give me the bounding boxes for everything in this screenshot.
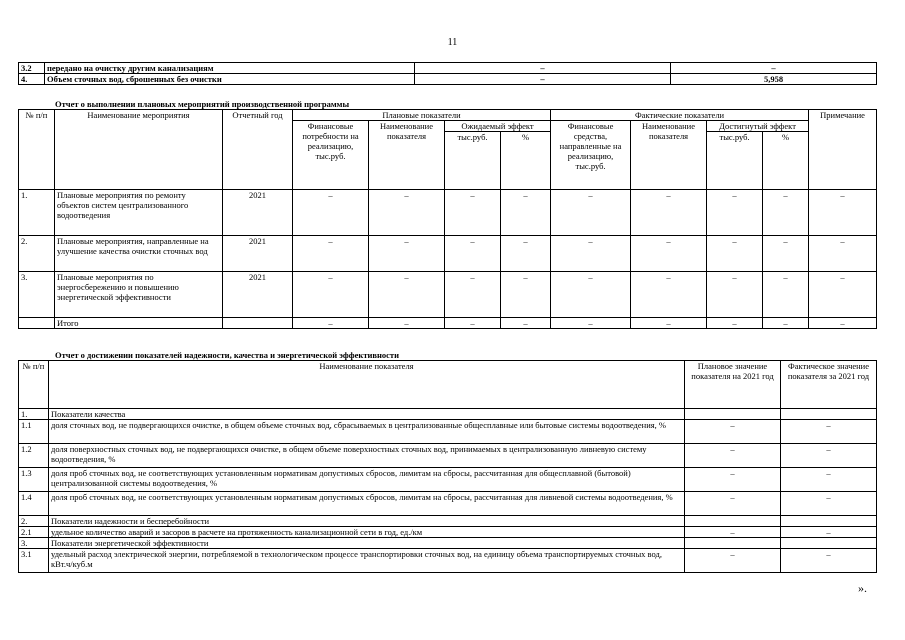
header-row	[19, 110, 877, 121]
header-year: Отчетный год	[223, 110, 293, 190]
row-value: –	[809, 318, 877, 329]
row-value: –	[551, 318, 631, 329]
indicators-table	[18, 360, 877, 573]
row-name: удельный расход электрической энергии, потребляемой в технологическом процессе транспортировки сточных вод, на единицу объема транспортируемых сточных вод, кВт.ч/куб.м	[49, 549, 685, 573]
row-value: –	[445, 272, 501, 318]
row-value: –	[293, 236, 369, 272]
closing-quote-mark: ».	[858, 581, 867, 595]
row-value: 5,958	[671, 74, 877, 85]
row-value: –	[809, 236, 877, 272]
header-indicator-name: Наименование показателя	[631, 121, 707, 190]
table-row	[19, 236, 877, 272]
row-year	[223, 318, 293, 329]
row-value: –	[763, 236, 809, 272]
row-year: 2021	[223, 272, 293, 318]
row-name: Объем сточных вод, сброшенных без очистки	[45, 74, 415, 85]
header-num: № п/п	[19, 361, 49, 409]
row-value: –	[293, 272, 369, 318]
top-table	[18, 62, 877, 85]
header-percent: %	[501, 132, 551, 190]
header-num: № п/п	[19, 110, 55, 190]
row-plan	[685, 516, 781, 527]
table-row	[19, 74, 877, 85]
table-row	[19, 444, 877, 468]
row-number: 3.2	[19, 63, 45, 74]
header-row	[19, 361, 877, 409]
row-number: 4.	[19, 74, 45, 85]
row-value: –	[809, 272, 877, 318]
row-name: Плановые мероприятия, направленные на улучшение качества очистки сточных вод	[55, 236, 223, 272]
table-row-total	[19, 318, 877, 329]
row-value: –	[707, 318, 763, 329]
row-name: Показатели надежности и бесперебойности	[49, 516, 685, 527]
row-value: –	[501, 318, 551, 329]
row-plan	[685, 538, 781, 549]
table-row	[19, 527, 877, 538]
row-name: Показатели качества	[49, 409, 685, 420]
table-row	[19, 190, 877, 236]
row-value: –	[707, 236, 763, 272]
table-row	[19, 538, 877, 549]
row-number: 2.	[19, 236, 55, 272]
row-value: –	[369, 318, 445, 329]
row-fact: –	[781, 549, 877, 573]
row-fact: –	[781, 468, 877, 492]
row-number: 3.1	[19, 549, 49, 573]
row-number: 2.1	[19, 527, 49, 538]
header-name: Наименование мероприятия	[55, 110, 223, 190]
page-number: 11	[447, 37, 458, 48]
row-value: –	[415, 74, 671, 85]
row-value: –	[415, 63, 671, 74]
row-value: –	[763, 190, 809, 236]
header-fact-value: Фактическое значение показателя за 2021 год	[781, 361, 877, 409]
row-value: –	[501, 190, 551, 236]
header-fin-plan: Финансовые потребности на реализацию, тыс.руб.	[293, 121, 369, 190]
row-value: –	[763, 272, 809, 318]
header-thousand-rub: тыс.руб.	[707, 132, 763, 190]
row-fact	[781, 538, 877, 549]
table-row	[19, 409, 877, 420]
row-fact: –	[781, 492, 877, 516]
row-plan: –	[685, 549, 781, 573]
row-value: –	[551, 190, 631, 236]
row-number: 1.3	[19, 468, 49, 492]
row-fact: –	[781, 527, 877, 538]
row-number: 1.2	[19, 444, 49, 468]
header-expected: Ожидаемый эффект	[445, 121, 551, 132]
row-fact	[781, 409, 877, 420]
row-number: 1.4	[19, 492, 49, 516]
row-name: Плановые мероприятия по энергосбережению и повышению энергетической эффективности	[55, 272, 223, 318]
row-name: доля проб сточных вод, не соответствующих установленным нормативам допустимых сбросов, лимитам на сбросы, рассчитанная для ливневой системы водоотведения, %	[49, 492, 685, 516]
header-fin-fact: Финансовые средства, направленные на реализацию, тыс.руб.	[551, 121, 631, 190]
table-row	[19, 492, 877, 516]
row-year: 2021	[223, 236, 293, 272]
ind-table-caption: Отчет о достижении показателей надежности, качества и энергетической эффективности	[55, 350, 399, 360]
row-value: –	[707, 190, 763, 236]
row-name: Плановые мероприятия по ремонту объектов систем централизованного водоотведения	[55, 190, 223, 236]
header-plan-value: Плановое значение показателя на 2021 год	[685, 361, 781, 409]
row-number: 1.	[19, 409, 49, 420]
row-number: 1.	[19, 190, 55, 236]
row-fact: –	[781, 420, 877, 444]
row-name: передано на очистку другим канализациям	[45, 63, 415, 74]
header-fact: Фактические показатели	[551, 110, 809, 121]
header-achieved: Достигнутый эффект	[707, 121, 809, 132]
plan-table	[18, 109, 877, 329]
row-value: –	[293, 318, 369, 329]
row-number: 3.	[19, 272, 55, 318]
row-name: удельное количество аварий и засоров в расчете на протяженность канализационной сети в год, ед./км	[49, 527, 685, 538]
table-row	[19, 63, 877, 74]
row-number: 3.	[19, 538, 49, 549]
row-value: –	[763, 318, 809, 329]
row-value: –	[551, 272, 631, 318]
table-row	[19, 468, 877, 492]
row-name: доля поверхностных сточных вод, не подвергающихся очистке, в общем объеме поверхностных сточных вод, принимаемых в централизованную ливневую систему водоотведения, %	[49, 444, 685, 468]
row-fact: –	[781, 444, 877, 468]
row-number: 2.	[19, 516, 49, 527]
row-plan: –	[685, 492, 781, 516]
row-value: –	[369, 272, 445, 318]
row-plan	[685, 409, 781, 420]
row-plan: –	[685, 527, 781, 538]
row-value: –	[445, 318, 501, 329]
row-year: 2021	[223, 190, 293, 236]
table-row	[19, 272, 877, 318]
table-row	[19, 549, 877, 573]
row-value: –	[671, 63, 877, 74]
row-value: –	[501, 272, 551, 318]
row-value: –	[445, 236, 501, 272]
row-plan: –	[685, 420, 781, 444]
row-value: –	[445, 190, 501, 236]
row-value: –	[501, 236, 551, 272]
row-value: –	[369, 236, 445, 272]
row-value: –	[631, 236, 707, 272]
header-name: Наименование показателя	[49, 361, 685, 409]
row-value: –	[551, 236, 631, 272]
row-value: –	[707, 272, 763, 318]
row-value: –	[809, 190, 877, 236]
row-name: доля проб сточных вод, не соответствующих установленным нормативам допустимых сбросов, лимитам на сбросы, рассчитанная для общесплавной (бытовой) централизованной системы водоотведения, %	[49, 468, 685, 492]
row-name: доля сточных вод, не подвергающихся очистке, в общем объеме сточных вод, сбрасываемых в централизованные общесплавные или бытовые системы водоотведения, %	[49, 420, 685, 444]
row-value: –	[369, 190, 445, 236]
header-note: Примечание	[809, 110, 877, 190]
row-value: –	[631, 318, 707, 329]
header-percent: %	[763, 132, 809, 190]
row-fact	[781, 516, 877, 527]
row-value: –	[293, 190, 369, 236]
row-name: Показатели энергетической эффективности	[49, 538, 685, 549]
header-plan: Плановые показатели	[293, 110, 551, 121]
plan-table-caption: Отчет о выполнении плановых мероприятий производственной программы	[55, 99, 350, 109]
row-number	[19, 318, 55, 329]
header-thousand-rub: тыс.руб.	[445, 132, 501, 190]
row-value: –	[631, 272, 707, 318]
row-value: –	[631, 190, 707, 236]
header-indicator-name: Наименование показателя	[369, 121, 445, 190]
row-name: Итого	[55, 318, 223, 329]
row-plan: –	[685, 444, 781, 468]
row-plan: –	[685, 468, 781, 492]
table-row	[19, 420, 877, 444]
table-row	[19, 516, 877, 527]
row-number: 1.1	[19, 420, 49, 444]
